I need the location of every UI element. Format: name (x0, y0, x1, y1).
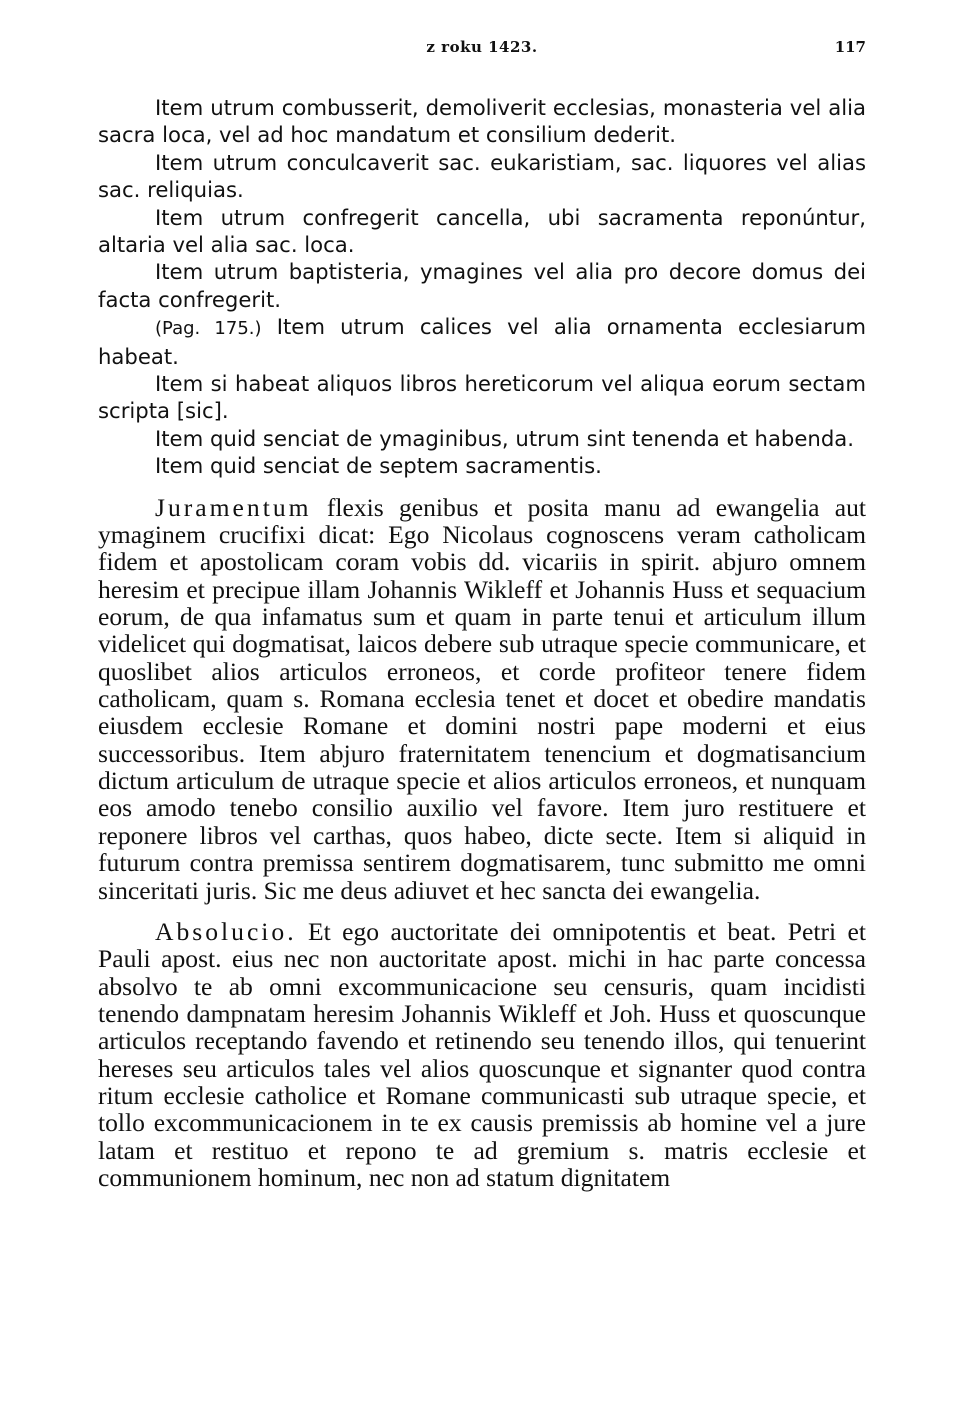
paragraph-text: flexis genibus et posita manu ad ewangelia aut ymaginem crucifixi dicat: Ego Nicolaus cognoscens veram catholicam fidem et apostolicam coram vobis dd. vicariis in spirit. abjuro omnem heresim et precipue illam Johannis Wikleff et Johannis Huss et sequacium eorum, de qua infamatus sum et quam in parte tenui et articulum illum videlicet qui dogmatisat, laicos debere sub utraque specie communicare, et quoslibet alios articulos erroneos, et corde profiteor tenere fidem catholicam, quam s. Romana ecclesia tenet et docet et obedire mandatis eiusdem ecclesie Romane et domini nostri pape moderni et eius successoribus. Item abjuro fraternitatem tenencium et dogmatisancium dictum articulum de utraque specie et alios articulos erroneos, et nunquam eos amodo tenebo consilio auxilio vel favore. Item juro restituere et reponere libros vel carthas, quos habeo, dicte secte. Item si aliquid in futurum contra premissa sentirem dogmatisarem, tunc submitto me omni sinceritati juris. Sic me deus adiuvet et hec sancta dei ewangelia. (98, 492, 866, 905)
page-header (98, 38, 866, 62)
paragraph-text: Et ego auctoritate dei omnipotentis et beat. Petri et Pauli apost. eius nec non auctoritate apost. michi in hac parte concessa absolvo te ab omni excommunicacione seu censuris, quam incidisti tenendo dampnatam heresim Johannis Wikleff et Joh. Huss et quoscunque articulos receptando favendo et retinendo seu tenendo illos, qui tenuerint hereses seu articulos tales vel alios quoscunque et signanter quod contra ritum ecclesie catholice et Romane communicasti sub utraque specie, et tollo excommunicacionem in te ex causis premissis ab homine vel a jure latam et restituo et repono te ad gremium s. matris ecclesie et communionem hominum, nec non ad statum dignitatem (98, 916, 866, 1192)
paragraph-item-sacramentis (98, 452, 866, 479)
paragraph-item-libros-hereticorum (98, 370, 866, 425)
body-text (98, 94, 866, 1191)
paragraph-item-combusserit (98, 94, 866, 149)
section-lead-juramentum: Juramentum (155, 492, 312, 522)
paragraph-text: Item utrum conculcaverit sac. eukaristiam, sac. liquores vel alias sac. reliquias. (98, 149, 866, 203)
paragraph-absolucio (98, 918, 866, 1191)
paragraph-text: Item si habeat aliquos libros hereticorum vel aliqua eorum sectam scripta [sic]. (98, 371, 866, 424)
paragraph-text: Item quid senciat de septem sacramentis. (155, 453, 602, 479)
paragraph-text: Item quid senciat de ymaginibus, utrum sint tenenda et habenda. (155, 425, 855, 451)
paragraph-item-confregerit-cancella (98, 204, 866, 259)
paragraph-juramentum (98, 494, 866, 904)
paragraph-text: Item utrum baptisteria, ymagines vel alia pro decore domus dei facta confregerit. (98, 259, 866, 312)
page-number: 117 (834, 38, 866, 56)
paragraph-item-conculcaverit (98, 149, 866, 204)
paragraph-item-baptisteria (98, 258, 866, 313)
paragraph-text: Item utrum calices vel alia ornamenta ecclesiarum habeat. (98, 314, 866, 369)
section-lead-absolucio: Absolucio. (155, 916, 297, 946)
paragraph-item-ymaginibus (98, 425, 866, 452)
running-title: z roku 1423. (426, 38, 538, 56)
page-reference-marker: (Pag. 175.) (155, 318, 262, 340)
paragraph-text: Item utrum confregerit cancella, ubi sacramenta reponúntur, altaria vel alia sac. loca. (98, 204, 866, 258)
paragraph-text: Item utrum combusserit, demoliverit ecclesias, monasteria vel alia sacra loca, vel ad hoc mandatum et consilium dederit. (98, 95, 866, 148)
paragraph-item-calices (98, 313, 866, 370)
